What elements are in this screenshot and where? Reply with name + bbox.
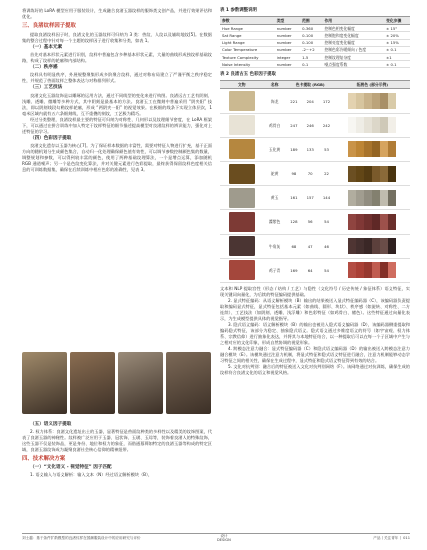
color-name: 醬紫色: [263, 210, 285, 234]
rgb-b: 172: [318, 89, 334, 113]
artifact-photo-1: [22, 352, 67, 414]
header-cell: 拓展色 (部分示例): [335, 81, 410, 89]
table-cell: ±1: [384, 54, 410, 61]
rgb-r: 169: [286, 258, 302, 282]
subsection-craft-title: （三）工艺技法: [30, 85, 63, 91]
table-cell: 控制色彩冷暖倾向 / 色度: [322, 46, 384, 53]
rgb-g: 246: [302, 113, 318, 137]
subsection-color-title: （四）色彩因子提取: [30, 135, 72, 141]
header-cell: 文物: [220, 81, 263, 89]
extended-palette-cell: [335, 137, 410, 161]
artifact-figure: [22, 350, 212, 418]
rgb-g: 204: [302, 89, 318, 113]
table-cell: ± 0.1: [384, 61, 410, 68]
artifact-thumbnail: [229, 139, 255, 159]
subsection-order-title: （二）秩序感: [30, 65, 58, 71]
table-cell: 0-100: [300, 32, 322, 39]
left-column: [22, 8, 212, 173]
table-cell: integer: [275, 54, 300, 61]
extended-palette-cell: [335, 186, 410, 210]
parameter-table-row: [220, 54, 410, 61]
header-cell: 作用: [322, 17, 384, 25]
table-cell: Texture Complexity: [220, 54, 275, 61]
rgb-b: 22: [318, 161, 334, 185]
extended-palette-swatch: [348, 166, 396, 182]
extended-palette-swatch: [348, 190, 396, 206]
footer-journal-mark: [217, 534, 231, 542]
artifact-thumbnail-cell: [220, 186, 263, 210]
rgb-b: 53: [318, 137, 334, 161]
artifact-thumbnail: [229, 236, 255, 256]
color-name: 玉化黄: [263, 137, 285, 161]
extended-palette-cell: [335, 234, 410, 258]
color-table-row: [220, 210, 410, 234]
rgb-b: 242: [318, 113, 334, 137]
rgb-b: 54: [318, 258, 334, 282]
header-cell: 参数: [220, 17, 275, 25]
table-cell: 控制亮度变化幅度: [322, 39, 384, 46]
footer-page-info: 产品丨关注青年丨 011: [373, 536, 410, 540]
table-cell: 0-1: [300, 61, 322, 68]
extended-palette-swatch: [348, 141, 396, 157]
subsection-factor-match-title: （一）“文化语义 - 视觉特征” 因子匹配: [30, 465, 112, 471]
extended-palette-cell: [335, 258, 410, 282]
section-3-title: 三、良渚纹样因子提取: [22, 23, 76, 29]
table-cell: 噪点强度系数: [322, 61, 384, 68]
section-4-title: 四、技术解决方案: [22, 456, 66, 463]
table-2-caption: 表 2 良渚古玉 色彩因子提取: [220, 72, 276, 78]
rgb-g: 64: [302, 258, 318, 282]
rgb-b: 54: [318, 210, 334, 234]
header-cell: 类型: [275, 17, 300, 25]
artifact-photo-2: [70, 352, 115, 414]
rgb-g: 70: [302, 161, 318, 185]
table-cell: Sat Range: [220, 32, 275, 39]
table-cell: number: [275, 61, 300, 68]
artifact-thumbnail: [229, 91, 255, 111]
table-cell: ± 0.1: [384, 46, 410, 53]
artifact-thumbnail-cell: [220, 234, 263, 258]
color-table-row: [220, 234, 410, 258]
table-1-caption: 表 1 参数调整说明: [220, 8, 257, 13]
subsection-craft-paragraph: 良渚文化玉器纹饰是以雕琢的运用方法，通过不同线型的变化来进行构图。良渚远古工艺有阴刻、浅雕、透雕、微雕等多种方式，其中阴刻是最基本的方法。良渚玉工在微刻中普遍采用 “阴夹阳” 技法，即以阴刻线段勾勒纹样轮廓，形成 “两阴夹一阳” 的视觉效果。在极细的线条下实现立体层次，1 毫米区域内就有五六条细刻线，互不重叠的刻纹，工艺极为精巧。: [22, 92, 212, 116]
artifact-thumbnail-cell: [220, 89, 263, 113]
table-cell: Color Temperature: [220, 46, 275, 53]
rgb-g: 133: [302, 137, 318, 161]
extended-palette-cell: [335, 161, 410, 185]
header-cell: 色卡提取 (RGB): [286, 81, 335, 89]
rgb-b: 144: [318, 186, 334, 210]
right-paragraph-2: 2. 显式特征编码：从语义解析模块（B）输出的结果被送入显式特征编码器（C），该编码器负责提取和编码显式特征，显式特征包括基本元素（如曲线、圆形、块状）、秩序感（如旋转、对称性、二方连续）、工艺技法（如阴刻、透雕、浅浮雕）和色彩特征（如鸡骨白、赭色）。这些特征通过向量化表示，为生成模型提供具体的视觉指导。: [220, 297, 410, 321]
table-cell: Hue Range: [220, 25, 275, 32]
artifact-thumbnail-cell: [220, 258, 263, 282]
subsection-craft-paragraph-2: 经过分类整理，良渚纹样最主要的特征可归纳为对称性、几何形以及纹理细节密度，在 LoRA 框架下，可以通过在拼合训练中加入特定于纹样特征的细节描述提高模型对良渚纹样的辨识能力，强化对上述特征的学习。: [22, 116, 212, 134]
color-table-row: [220, 89, 410, 113]
parameter-table-row: [220, 32, 410, 39]
artifact-thumbnail-cell: [220, 113, 263, 137]
parameter-table-row: [220, 39, 410, 46]
extended-palette-swatch: [348, 93, 396, 109]
color-name: 鸡子青: [263, 258, 285, 282]
parameter-table-row: [220, 25, 410, 32]
color-name: 驼黄: [263, 161, 285, 185]
table-cell: 控制色相变化幅度: [322, 25, 384, 32]
right-column: [220, 8, 410, 376]
extended-palette-cell: [335, 210, 410, 234]
color-table-header: [220, 81, 410, 89]
right-column-text: [220, 286, 410, 376]
right-paragraph-4: 4. 跨模态注意力融合：显式特征编码器（C）和隐式语义编码器（D）的输出被送入跨模态注意力融合模块（E）。该模块通过注意力机制，将显式特征和隐式语义特征进行融合，注意力机制能够动态学习特征之间的相关性，确保在生成过程中，显式特征和隐式语义特征得到有效的结合。: [220, 345, 410, 363]
table-cell: 1-5: [300, 54, 322, 61]
color-table: [220, 80, 410, 283]
parameter-table-header: [220, 17, 410, 25]
table-cell: number: [275, 46, 300, 53]
artifact-thumbnail: [229, 212, 255, 232]
subsection-factor-match-paragraph: 1. 语义输入与语义解析：输入文本（N）经过语义解析模块（B），: [30, 472, 153, 478]
parameter-table-row: [220, 46, 410, 53]
artifact-thumbnail: [229, 260, 255, 280]
rgb-r: 221: [286, 89, 302, 113]
footer-journal-name-en: DESIGN: [217, 538, 231, 543]
subsection-order-paragraph: 纹样具有明显秩序，外展规整聚集形成多阶聚合纹样，通过对称布局建立了严谨平衡之秩序稳定性，并规范了兽面纹样之整体表达与对称排列形式。: [22, 72, 212, 84]
parameter-table: [220, 16, 410, 68]
subsection-color-paragraph: 良渚文化遗存以玉器为核心[7]。为了保证样本数据的丰富性，需要对特征人物进行扩充，基于正面方向的随机划分生成颜色集合，自动归一化处理确保颜色值有效性，可以调节参数控制颜色集的数量，调整规划和参数，可以得到较丰富的颜色，使用了两种基础纹理算法，一个是增点运算，添加随机 RGB 通道噪声；另一个是色纹变化算法，并对关键元素进行色彩提取，最终获得保留纹样色度相关信息的可训练数据集，确保在后续训练中相应色彩的准确性，见表 3。: [22, 142, 212, 172]
table-cell: 控制饱和度变化幅度: [322, 32, 384, 39]
table-cell: Noise Intensity: [220, 61, 275, 68]
color-name: 牛角灰: [263, 234, 285, 258]
table-cell: ± 15%: [384, 39, 410, 46]
table-cell: 0-360: [300, 25, 322, 32]
rgb-g: 47: [302, 234, 318, 258]
artifact-thumbnail-cell: [220, 161, 263, 185]
rgb-g: 157: [302, 186, 318, 210]
table-cell: number: [275, 32, 300, 39]
table-cell: ± 15°: [384, 25, 410, 32]
subsection-basic-elements-paragraph: 首先对基本形状元素进行识别，纹样中普遍包含多种基本形状元素，大量的曲线形成独纹样基础纹路，构成了纹样的轮廓和内部结构。: [22, 52, 212, 64]
parameter-table-row: [220, 61, 410, 68]
rgb-r: 189: [286, 137, 302, 161]
extended-palette-swatch: [348, 238, 396, 254]
table-cell: number: [275, 25, 300, 32]
page-footer: [22, 533, 410, 544]
rgb-r: 68: [286, 234, 302, 258]
right-paragraph-3: 3. 隐式语义编码：语义解析模块（B）的输出也被送入隐式语义编码器（D），该编码器侧重提取和编码隐式特征，该部分为稳定、抽象隐式语义。隐式语义通过多维度语义的符号（如宇宙观、权力体系、宗教信仰）进行抽象化表达，并将其与本地特征结合，以一种提取后可以在每一个子区域中产生与之相对应的文化印象，形成自然协调的视觉形象。: [220, 321, 410, 345]
subsection-basic-elements-title: （一）基本元素: [30, 45, 63, 50]
color-table-row: [220, 113, 410, 137]
header-cell: 变化步骤: [384, 17, 410, 25]
artifact-thumbnail: [229, 188, 255, 208]
rgb-r: 161: [286, 186, 302, 210]
left-column-lower: [22, 421, 212, 478]
color-name: 鸡骨白: [263, 113, 285, 137]
extended-palette-cell: [335, 113, 410, 137]
artifact-thumbnail: [229, 115, 255, 135]
artifact-thumbnail-cell: [220, 137, 263, 161]
artifact-thumbnail-cell: [220, 210, 263, 234]
subsection-semantic-title: （五）语义因子提取: [30, 422, 72, 427]
rgb-r: 98: [286, 161, 302, 185]
color-table-row: [220, 137, 410, 161]
table-cell: Light Range: [220, 39, 275, 46]
extended-palette-swatch: [348, 262, 396, 278]
rgb-b: 46: [318, 234, 334, 258]
artifact-thumbnail: [229, 164, 255, 184]
extended-palette-swatch: [348, 214, 396, 230]
color-name: 黄玉: [263, 186, 285, 210]
right-paragraph-1: 文本和 NLP 提取宫性（形态 / 结构 / 工艺）与隐性（文化符号 / 历史传统 / 象征体系）语义特征，实现关键词向量化，为后续的特征编码提供基础。: [220, 285, 410, 297]
table-cell: 控制纹理复杂度: [322, 54, 384, 61]
extended-palette-cell: [335, 89, 410, 113]
rgb-g: 56: [302, 210, 318, 234]
right-paragraph-5: 5. 文化对抗判别：融合后的特征被送入文化对抗判别网络（F）。该网络通过对抗训练，确保生成的纹样符合良渚文化的语义和视觉风格。: [220, 363, 410, 375]
artifact-photo-3: [118, 352, 163, 414]
list-item-power: 2. 权力体系：良渚文化遗址出土的玉器，显著特征是兽面纹种类的多样性以及精美的纹饰图案，代表了良渚玉器的神秘性。纹样被广泛应用于玉器、冠状饰、玉璜、玉琮等，装饰着良渚人的特殊纹饰，这些玉器不仅是装饰品，更是身份、地位和权力的象征，而借通墓葬如特定的良渚玉器等构成的特定区域，良渚玉器纹饰成为凝聚良渚社会核心信仰的精神纽带。: [22, 429, 212, 453]
footer-journal-name: 设计: [220, 534, 228, 538]
intro-paragraph: 将训练好的 LoRA 模型应用于服装设计，生成融合良渚玉器纹样的服饰类文创产品，并进行效果评估和优化。: [22, 8, 212, 19]
section-3-paragraph: 提取良渚纹样因子时，良渚文化的玉器纹样可归纳为 3 类：兽纹、人纹以及辅助地纹[5]。在数据集的整合过程中针对每一个主题的纹样因子进行收集和分类，如表 1。: [22, 32, 212, 43]
header-cell: 名称: [263, 81, 285, 89]
color-table-row: [220, 161, 410, 185]
color-table-row: [220, 258, 410, 282]
extended-palette-swatch: [348, 117, 396, 133]
table-cell: ± 20%: [384, 32, 410, 39]
header-cell: 范围: [300, 17, 322, 25]
table-cell: -2~+2: [300, 46, 322, 53]
rgb-r: 247: [286, 113, 302, 137]
footer-article-title: 刘士越：基于条件扩散模型的良渚纹样在国潮服装设计中的应用研究与评价: [22, 536, 141, 540]
artifact-photo-4: [166, 352, 211, 414]
table-cell: 0-100: [300, 39, 322, 46]
rgb-r: 128: [286, 210, 302, 234]
color-table-row: [220, 186, 410, 210]
color-name: 饰龙: [263, 89, 285, 113]
table-cell: number: [275, 39, 300, 46]
